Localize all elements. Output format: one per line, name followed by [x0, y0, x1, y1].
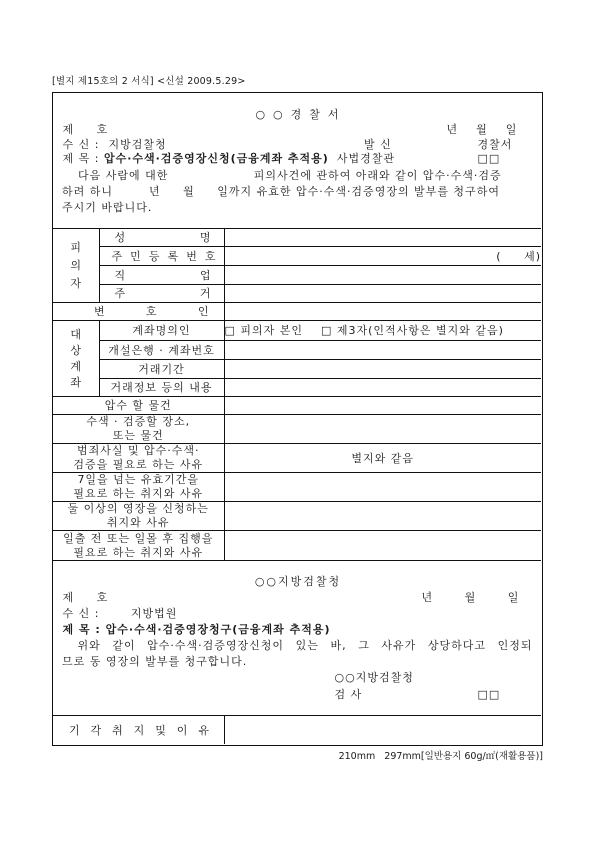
- claim-subject-line: [63, 623, 331, 636]
- rejection-value: [225, 716, 541, 744]
- search-place-row: [53, 415, 541, 444]
- account-group-cell: [53, 321, 99, 397]
- suspect-id-label-cell: [99, 247, 224, 266]
- request-sender-office: 경찰서: [477, 138, 513, 151]
- suspect-id-value: ( 세): [224, 247, 541, 266]
- suspect-name-label: 성 명: [114, 231, 212, 244]
- seizure-items-label: 압수 할 물건: [53, 397, 224, 415]
- request-date: 년 월 일: [446, 123, 518, 136]
- multiple-warrants-value: [224, 502, 541, 531]
- night-execution-label: 일출 전 또는 일몰 후 집행을 필요로 하는 취지와 사유: [53, 531, 224, 561]
- claim-signer-name: □□: [477, 688, 501, 701]
- request-sender-label: 발 신: [364, 138, 392, 151]
- crime-facts-row: [53, 444, 541, 473]
- police-station-title: ○○경찰서: [255, 108, 347, 121]
- attorney-label: 변 호 인: [94, 305, 210, 318]
- claim-subject-prefix: 제 목 :: [62, 623, 106, 636]
- account-holder-row: [53, 321, 541, 341]
- suspect-job-label: 직 업: [114, 268, 212, 282]
- account-bank-row: [53, 341, 541, 360]
- suspect-address-label: 주 거: [114, 287, 212, 300]
- request-subject-line: [63, 152, 395, 165]
- multiple-warrants-label: 둘 이상의 영장을 신청하는 취지와 사유: [53, 502, 224, 531]
- claim-body-line: 위와 같이 압수·수색·검증영장신청이 있는 바, 그 사유가 상당하다고 인정되: [77, 639, 533, 652]
- night-execution-row: [53, 531, 541, 561]
- request-subject: 압수·수색·검증영장신청(금융계좌 추적용): [103, 152, 329, 165]
- seizure-items-value: [224, 397, 541, 415]
- suspect-job-value: [224, 266, 541, 285]
- account-period-value: [224, 360, 541, 379]
- suspect-address-value: [224, 285, 541, 303]
- crime-facts-label: 범죄사실 및 압수·수색· 검증을 필요로 하는 사유: [53, 444, 224, 473]
- paper-spec-footer: 210mm 297mm[일반용지 60g/㎡(재활용품)]: [338, 751, 543, 762]
- account-period-row: [53, 360, 541, 379]
- account-bank-value: [224, 341, 541, 360]
- night-execution-value: [224, 531, 541, 561]
- warrant-form: [52, 92, 543, 746]
- request-body-line: 다음 사람에 대한 피의사건에 관하여 아래와 같이 압수·수색·검증: [78, 169, 502, 182]
- account-period-label: 거래기간: [99, 360, 224, 379]
- request-recipient: 수 신 : 지방검찰청: [62, 138, 167, 151]
- suspect-group-cell: [53, 229, 99, 303]
- seizure-items-row: [53, 397, 541, 415]
- warrant-detail-table: [53, 228, 541, 561]
- claim-subject: 압수·수색·검증영장청구(금융계좌 추적용): [105, 623, 331, 636]
- attorney-value: [224, 303, 541, 321]
- validity-period-label: 7일을 넘는 유효기간을 필요로 하는 취지와 사유: [53, 473, 224, 502]
- attorney-label-cell: [53, 303, 224, 321]
- suspect-name-row: [53, 229, 541, 247]
- validity-period-value: [224, 473, 541, 502]
- suspect-id-label: 주 민 등 록 번 호: [111, 249, 217, 263]
- crime-facts-value: 별지와 같음: [224, 444, 541, 473]
- suspect-name-label-cell: [99, 229, 224, 247]
- claim-body-line: 므로 동 영장의 발부를 청구합니다.: [62, 655, 248, 668]
- account-holder-label: 계좌명의인: [99, 321, 224, 341]
- multiple-warrants-row: [53, 502, 541, 531]
- suspect-address-row: [53, 285, 541, 303]
- attorney-row: [53, 303, 541, 321]
- suspect-address-label-cell: [99, 285, 224, 303]
- account-info-row: [53, 379, 541, 397]
- claim-recipient: 수 신 : 지방법원: [62, 607, 178, 620]
- claim-signer-office: ○○지방검찰청: [334, 671, 414, 684]
- suspect-group-label: 피의자: [70, 240, 82, 290]
- account-info-value: [224, 379, 541, 397]
- rejection-label: 기 각 취 지 및 이 유: [69, 723, 210, 737]
- account-holder-value: □ 피의자 본인 □ 제3자(인적사항은 별지와 같음): [224, 321, 541, 341]
- suspect-id-row: [53, 247, 541, 266]
- suspect-name-value: [224, 229, 541, 247]
- request-body-line: 하려 하니 년 월 일까지 유효한 압수·수색·검증영장의 발부를 청구하여: [62, 185, 500, 198]
- claim-date: 년 월 일: [421, 591, 520, 604]
- account-info-label: 거래정보 등의 내용: [99, 379, 224, 397]
- suspect-job-label-cell: [99, 266, 224, 285]
- claim-section: [53, 560, 541, 715]
- account-group-label: 대상계좌: [70, 327, 82, 389]
- search-place-label: 수색 · 검증할 장소, 또는 물건: [53, 415, 224, 444]
- validity-period-row: [53, 473, 541, 502]
- form-caption: [별지 제15호의 2 서식] <신설 2009.5.29>: [52, 76, 246, 87]
- rejection-section: [53, 715, 541, 744]
- request-body-line: 주시기 바랍니다.: [62, 201, 153, 214]
- request-doc-number: 제 호: [62, 123, 109, 136]
- claim-doc-number: 제 호: [62, 591, 109, 604]
- suspect-job-row: [53, 266, 541, 285]
- prosecutor-office-title: ○○지방검찰청: [254, 575, 342, 588]
- request-signer-name: □□: [477, 152, 501, 165]
- account-bank-label: 개설은행 · 계좌번호: [99, 341, 224, 360]
- request-subject-prefix: 제 목 :: [62, 152, 104, 165]
- claim-signer-title: 검 사: [334, 688, 363, 701]
- rejection-label-cell: [53, 716, 225, 744]
- request-section: [53, 93, 541, 228]
- request-signer-title: 사법경찰관: [336, 152, 395, 165]
- search-place-value: [224, 415, 541, 444]
